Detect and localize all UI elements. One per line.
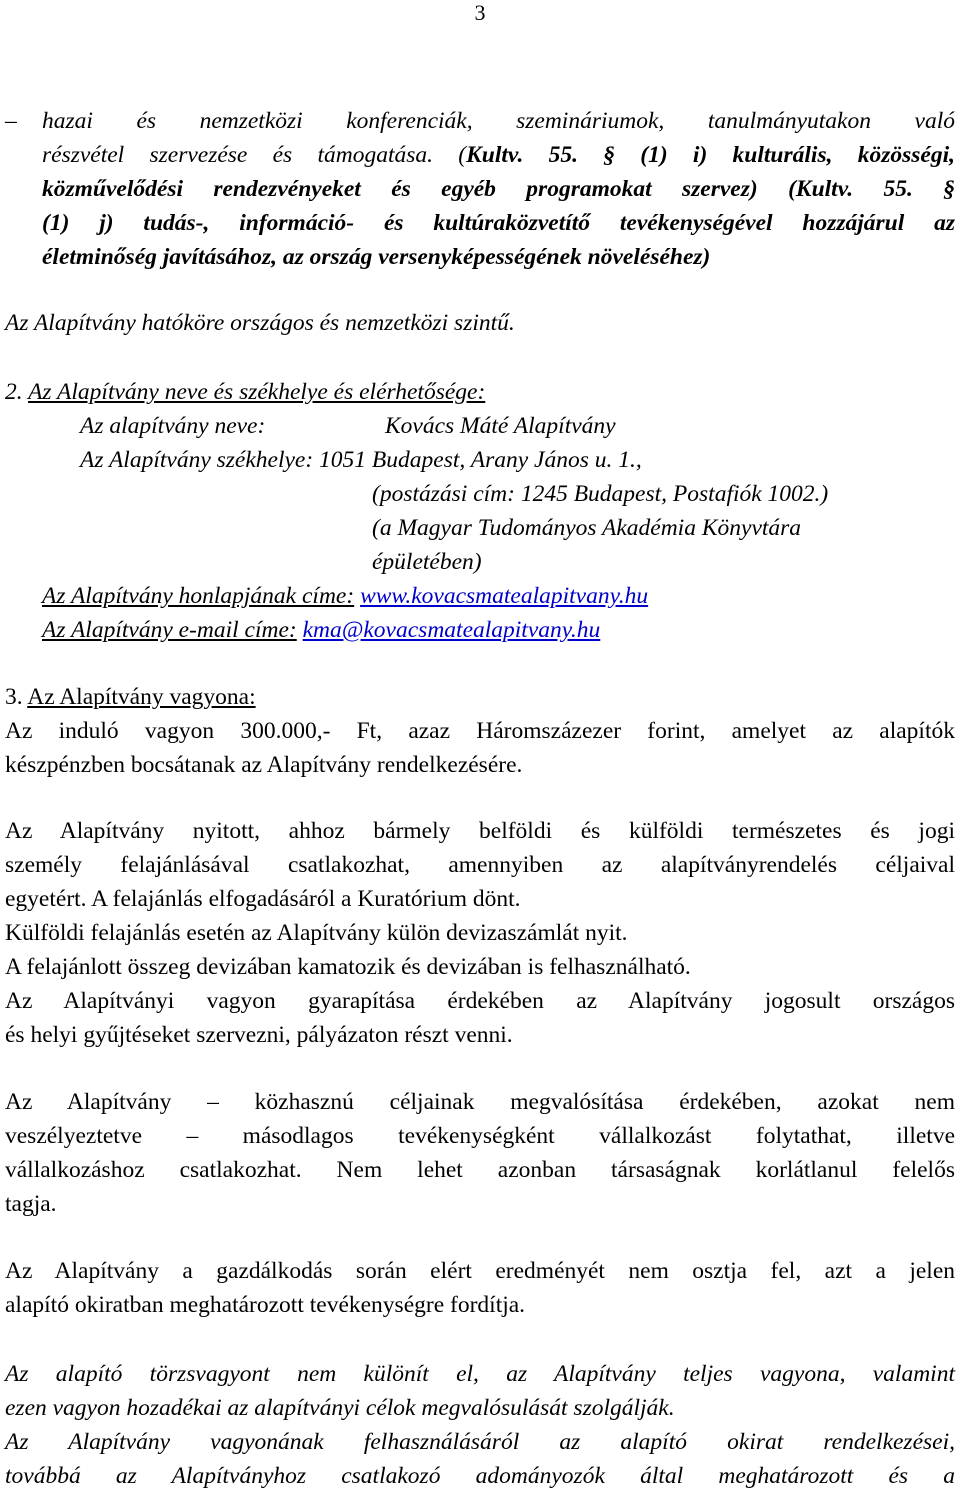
s3-p4-line-1: Az Alapítvány a gazdálkodás során elért eredményét nem osztja fel, azt a jelen [5, 1258, 955, 1284]
building-line-1: (a Magyar Tudományos Akadémia Könyvtára [372, 515, 802, 541]
email-link[interactable]: kma@kovacsmatealapitvany.hu [302, 617, 601, 643]
s3-p3-line-4: tagja. [5, 1191, 57, 1217]
s3-p2-line-1: Az Alapítvány nyitott, ahhoz bármely belföldi és külföldi természetes és jogi [5, 818, 955, 844]
s3-p3-line-3: vállalkozáshoz csatlakozhat. Nem lehet azonban társaságnak korlátlanul felelős [5, 1157, 955, 1183]
s3-p2-line-4: Külföldi felajánlás esetén az Alapítvány külön devizaszámlát nyit. [5, 920, 628, 946]
email-row [42, 613, 960, 647]
s3-p1-line-1: Az induló vagyon 300.000,- Ft, azaz Háromszázezer forint, amelyet az alapítók [5, 718, 955, 744]
postal-address: (postázási cím: 1245 Budapest, Postafiók 1002.) [372, 481, 829, 507]
s3-p1-line-2: készpénzben bocsátanak az Alapítvány rendelkezésére. [5, 752, 523, 778]
section-3-number: 3. [5, 684, 23, 710]
bullet-line-2a: részvétel szervezése és támogatása. ( [42, 142, 467, 168]
bullet-line-4: (1) j) tudás-, információ- és kultúraközvetítő tevékenységével hozzájárul az [42, 210, 955, 236]
section-3-heading [5, 680, 955, 714]
bullet-line-5: életminőség javításához, az ország versenyképességének növeléséhez) [42, 244, 711, 270]
section-3-title: Az Alapítvány vagyona: [27, 684, 256, 710]
s3-p3-line-1: Az Alapítvány – közhasznú céljainak megvalósítása érdekében, azokat nem [5, 1089, 955, 1115]
s3-p5-line-2: ezen vagyon hozadékai az alapítványi célok megvalósulását szolgálják. [5, 1395, 675, 1421]
bullet-line-1: hazai és nemzetközi konferenciák, szemináriumok, tanulmányutakon való [42, 108, 955, 134]
bullet-line-2b: Kultv. 55. § (1) i) kulturális, közösségi, [466, 142, 956, 168]
s3-p5-line-3: Az Alapítvány vagyonának felhasználásáról az alapító okirat rendelkezései, [5, 1429, 955, 1455]
s3-p2-line-6: Az Alapítványi vagyon gyarapítása érdekében az Alapítvány jogosult országos [5, 988, 955, 1014]
bullet-dash: – [5, 108, 17, 134]
web-row [42, 579, 960, 613]
building-line-2: épületében) [372, 549, 482, 575]
section-2-number: 2. [5, 379, 23, 405]
s3-p2-line-5: A felajánlott összeg devizában kamatozik és devizában is felhasználható. [5, 954, 691, 980]
s3-p5-line-4: továbbá az Alapítványhoz csatlakozó adományozók által meghatározott és a [5, 1463, 955, 1489]
s3-p5-line-1: Az alapító törzsvagyont nem különít el, az Alapítvány teljes vagyona, valamint [5, 1361, 955, 1387]
email-label: Az Alapítvány e-mail címe: [42, 617, 297, 643]
web-link[interactable]: www.kovacsmatealapitvany.hu [360, 583, 649, 609]
s3-p2-line-2: személy felajánlásával csatlakozhat, amennyiben az alapítványrendelés céljaival [5, 852, 955, 878]
bullet-line-3: közművelődési rendezvényeket és egyéb programokat szervez) (Kultv. 55. § [42, 176, 955, 202]
section-2-title: Az Alapítvány neve és székhelye és elérhetősége: [28, 379, 486, 405]
page-number: 3 [474, 0, 486, 25]
foundation-name-value: Kovács Máté Alapítvány [385, 413, 616, 439]
section-2-heading [5, 375, 955, 409]
s3-p3-line-2: veszélyeztetve – másodlagos tevékenységként vállalkozást folytathat, illetve [5, 1123, 955, 1149]
s3-p2-line-7: és helyi gyűjtéseket szervezni, pályázaton részt venni. [5, 1022, 513, 1048]
s3-p4-line-2: alapító okiratban meghatározott tevékenységre fordítja. [5, 1292, 526, 1318]
scope-text: Az Alapítvány hatóköre országos és nemzetközi szintű. [5, 310, 515, 336]
seat-line: Az Alapítvány székhelye: 1051 Budapest, Arany János u. 1., [80, 447, 642, 473]
web-label: Az Alapítvány honlapjának címe: [42, 583, 355, 609]
bullet-line-2 [42, 138, 955, 172]
s3-p2-line-3: egyetért. A felajánlás elfogadásáról a Kuratórium dönt. [5, 886, 521, 912]
foundation-name-label: Az alapítvány neve: [80, 413, 266, 439]
